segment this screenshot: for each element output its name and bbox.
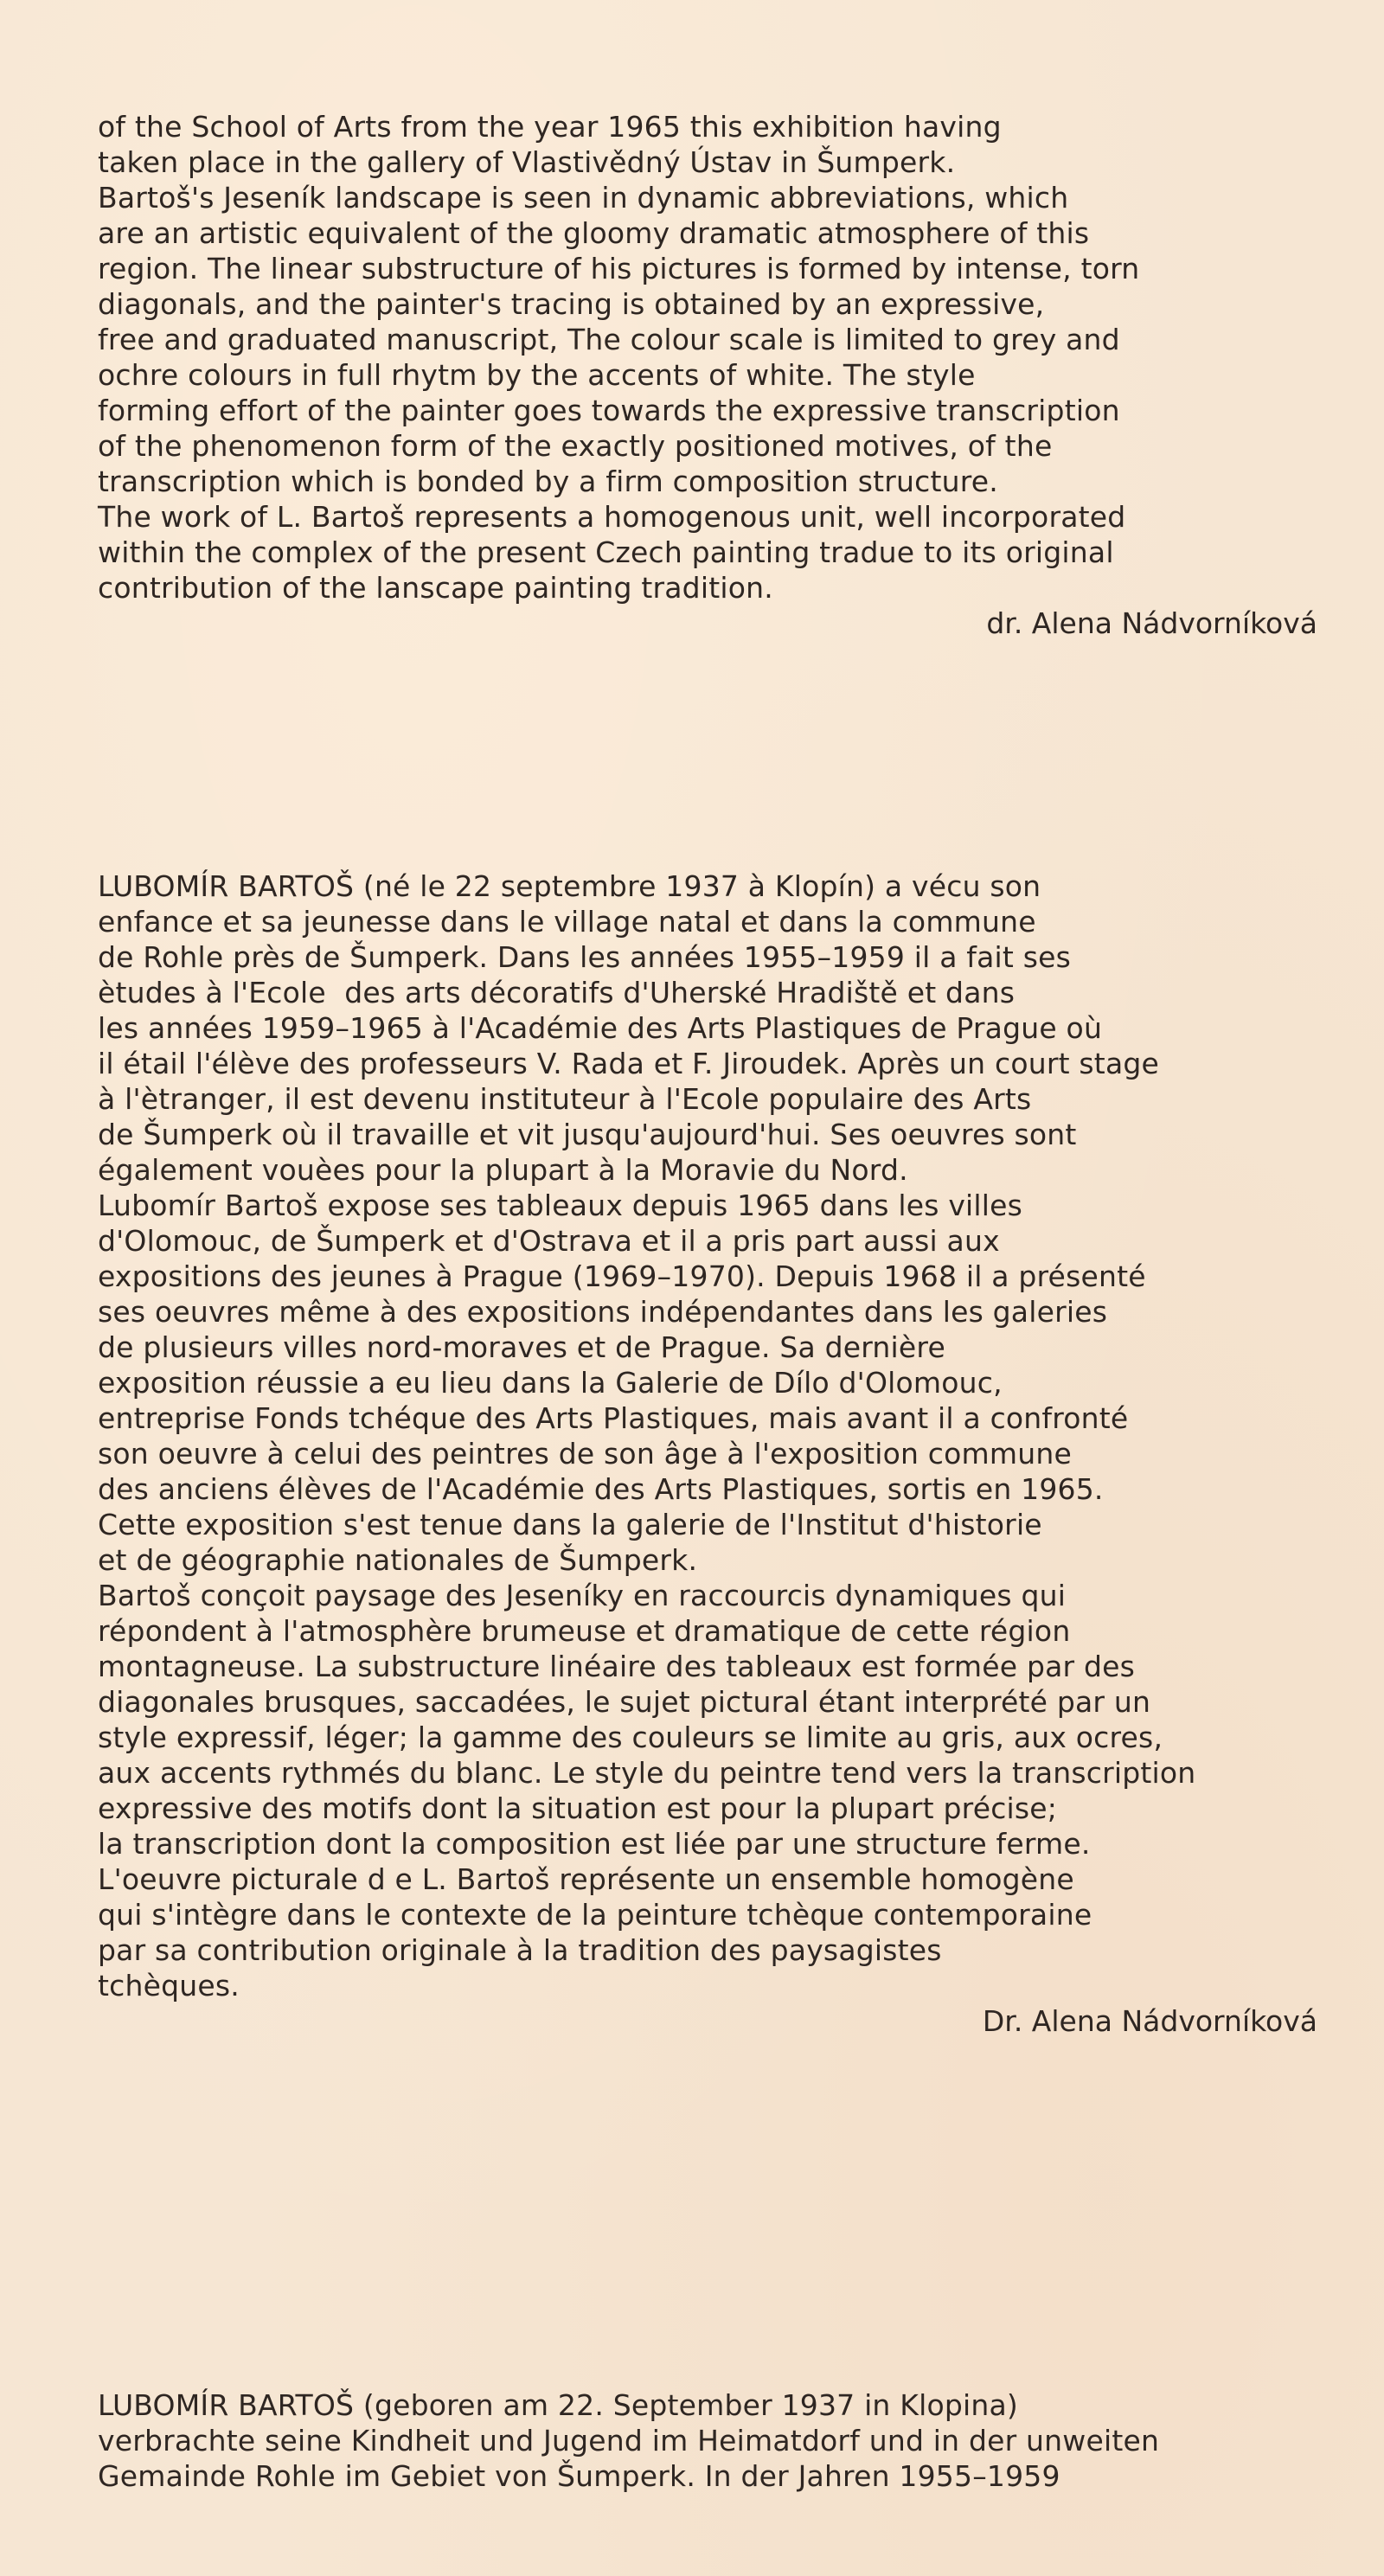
english-text-block — [98, 109, 1326, 641]
french-text-block — [98, 868, 1326, 2039]
french-line: L'oeuvre picturale d e L. Bartoš représente un ensemble homogène — [98, 1862, 1074, 1896]
english-line: within the complex of the present Czech painting tradue to its original — [98, 535, 1114, 569]
french-line: d'Olomouc, de Šumperk et d'Ostrava et il a pris part aussi aux — [98, 1224, 1000, 1258]
english-line: contribution of the lanscape painting tradition. — [98, 571, 773, 605]
french-line: également vouèes pour la plupart à la Moravie du Nord. — [98, 1153, 908, 1187]
english-line: region. The linear substructure of his pictures is formed by intense, torn — [98, 252, 1140, 285]
english-line: are an artistic equivalent of the gloomy dramatic atmosphere of this — [98, 216, 1090, 250]
french-line: aux accents rythmés du blanc. Le style du peintre tend vers la transcription — [98, 1756, 1196, 1790]
french-line: ses oeuvres même à des expositions indépendantes dans les galeries — [98, 1295, 1108, 1329]
french-line: de plusieurs villes nord-moraves et de Prague. Sa dernière — [98, 1330, 945, 1364]
english-line: forming effort of the painter goes towards the expressive transcription — [98, 394, 1120, 427]
french-line: expositions des jeunes à Prague (1969–1970). Depuis 1968 il a présenté — [98, 1259, 1146, 1293]
french-line: la transcription dont la composition est liée par une structure ferme. — [98, 1827, 1091, 1861]
french-line: et de géographie nationales de Šumperk. — [98, 1543, 698, 1577]
french-line: des anciens élèves de l'Académie des Arts Plastiques, sortis en 1965. — [98, 1472, 1104, 1506]
french-line: expressive des motifs dont la situation est pour la plupart précise; — [98, 1791, 1058, 1825]
english-line: free and graduated manuscript, The colour scale is limited to grey and — [98, 323, 1120, 356]
french-line: Lubomír Bartoš expose ses tableaux depuis 1965 dans les villes — [98, 1189, 1023, 1222]
french-line: qui s'intègre dans le contexte de la peinture tchèque contemporaine — [98, 1898, 1092, 1932]
german-line: Gemainde Rohle im Gebiet von Šumperk. In der Jahren 1955–1959 — [98, 2459, 1060, 2493]
french-line: enfance et sa jeunesse dans le village natal et dans la commune — [98, 905, 1036, 939]
french-line: entreprise Fonds tchéque des Arts Plastiques, mais avant il a confronté — [98, 1401, 1129, 1435]
french-line: LUBOMÍR BARTOŠ (né le 22 septembre 1937 à Klopín) a vécu son — [98, 869, 1041, 903]
english-line: of the phenomenon form of the exactly positioned motives, of the — [98, 429, 1053, 463]
german-line: verbrachte seine Kindheit und Jugend im Heimatdorf und in der unweiten — [98, 2424, 1160, 2457]
french-line: par sa contribution originale à la tradition des paysagistes — [98, 1933, 942, 1967]
english-line: taken place in the gallery of Vlastivědný Ústav in Šumperk. — [98, 145, 956, 179]
french-line: à l'ètranger, il est devenu instituteur à l'Ecole populaire des Arts — [98, 1082, 1032, 1116]
french-line: répondent à l'atmosphère brumeuse et dramatique de cette région — [98, 1614, 1071, 1648]
french-line: les années 1959–1965 à l'Académie des Arts Plastiques de Prague où — [98, 1011, 1103, 1045]
french-line: de Rohle près de Šumperk. Dans les années 1955–1959 il a fait ses — [98, 940, 1072, 974]
french-line: de Šumperk où il travaille et vit jusqu'aujourd'hui. Ses oeuvres sont — [98, 1118, 1077, 1151]
english-line: Bartoš's Jeseník landscape is seen in dynamic abbreviations, which — [98, 181, 1069, 215]
english-line: diagonals, and the painter's tracing is obtained by an expressive, — [98, 287, 1045, 321]
french-line: il étail l'élève des professeurs V. Rada et F. Jiroudek. Après un court stage — [98, 1047, 1160, 1080]
french-line: montagneuse. La substructure linéaire des tableaux est formée par des — [98, 1650, 1136, 1683]
english-line: ochre colours in full rhytm by the accents of white. The style — [98, 358, 976, 392]
german-line: LUBOMÍR BARTOŠ (geboren am 22. September 1937 in Klopina) — [98, 2388, 1018, 2422]
french-line: tchèques. — [98, 1969, 240, 2002]
french-signature: Dr. Alena Nádvorníková — [982, 2004, 1317, 2038]
french-line: exposition réussie a eu lieu dans la Galerie de Dílo d'Olomouc, — [98, 1366, 1003, 1400]
english-line: transcription which is bonded by a firm composition structure. — [98, 465, 998, 498]
german-text-block — [98, 2387, 1326, 2494]
english-line: The work of L. Bartoš represents a homogenous unit, well incorporated — [98, 500, 1126, 534]
french-line: style expressif, léger; la gamme des couleurs se limite au gris, aux ocres, — [98, 1721, 1163, 1754]
french-line: diagonales brusques, saccadées, le sujet pictural étant interprété par un — [98, 1685, 1151, 1719]
french-line: son oeuvre à celui des peintres de son âge à l'exposition commune — [98, 1437, 1072, 1471]
french-line: Cette exposition s'est tenue dans la galerie de l'Institut d'historie — [98, 1508, 1042, 1541]
english-signature: dr. Alena Nádvorníková — [986, 606, 1317, 640]
english-line: of the School of Arts from the year 1965 this exhibition having — [98, 110, 1002, 144]
french-line: Bartoš conçoit paysage des Jeseníky en raccourcis dynamiques qui — [98, 1579, 1067, 1612]
french-line: ètudes à l'Ecole des arts décoratifs d'Uherské Hradiště et dans — [98, 976, 1016, 1009]
